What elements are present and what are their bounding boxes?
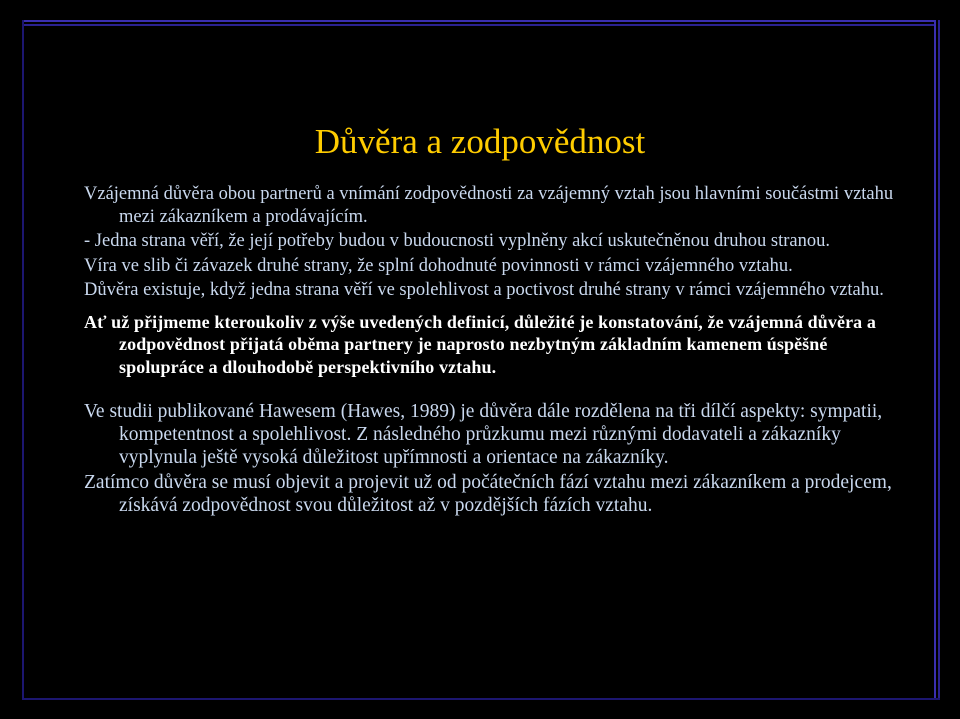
paragraph-key-conclusion: Ať už přijmeme kteroukoliv z výše uvedených definicí, důležité je konstatování, že vzájemná důvěra a zodpovědnost přijatá oběma partnery je naprosto nezbytným základním kamenem úspěšné spolupráce a dlouhodobě perspektivního vztahu. (84, 311, 876, 377)
paragraph-trust-definition-1: - Jedna strana věří, že její potřeby budou v budoucnosti vyplněny akcí uskutečněnou druhou stranou. (84, 231, 830, 251)
slide-body (84, 183, 896, 517)
paragraph-hawes-study: Ve studii publikované Hawesem (Hawes, 1989) je důvěra dále rozdělena na tři dílčí aspekty: sympatii, kompetentnost a spolehlivost. Z následného průzkumu mezi různými dodavateli a zákazníky vyplynula ještě vysoká důležitost upřímnosti a orientace na zákazníky. (84, 401, 883, 468)
frame-top-line (22, 20, 940, 26)
paragraph-trust-definition-2: Víra ve slib či závazek druhé strany, že splní dohodnuté povinnosti v rámci vzájemného vztahu. (84, 255, 793, 276)
paragraph-mutual-trust: Vzájemná důvěra obou partnerů a vnímání zodpovědnosti za vzájemný vztah jsou hlavními součástmi vztahu mezi zákazníkem a prodávajícím. (84, 184, 894, 227)
paragraph-trust-definition-3: Důvěra existuje, když jedna strana věří ve spolehlivost a poctivost druhé strany v rámci vzájemného vztahu. (84, 280, 884, 300)
paragraph-responsibility-timing: Zatímco důvěra se musí objevit a projevit už od počátečních fází vztahu mezi zákazníkem a prodejcem, získává zodpovědnost svou důležitost až v pozdějších fázích vztahu. (84, 472, 892, 516)
frame-bottom-line (22, 698, 940, 700)
slide-title: Důvěra a zodpovědnost (314, 122, 646, 161)
